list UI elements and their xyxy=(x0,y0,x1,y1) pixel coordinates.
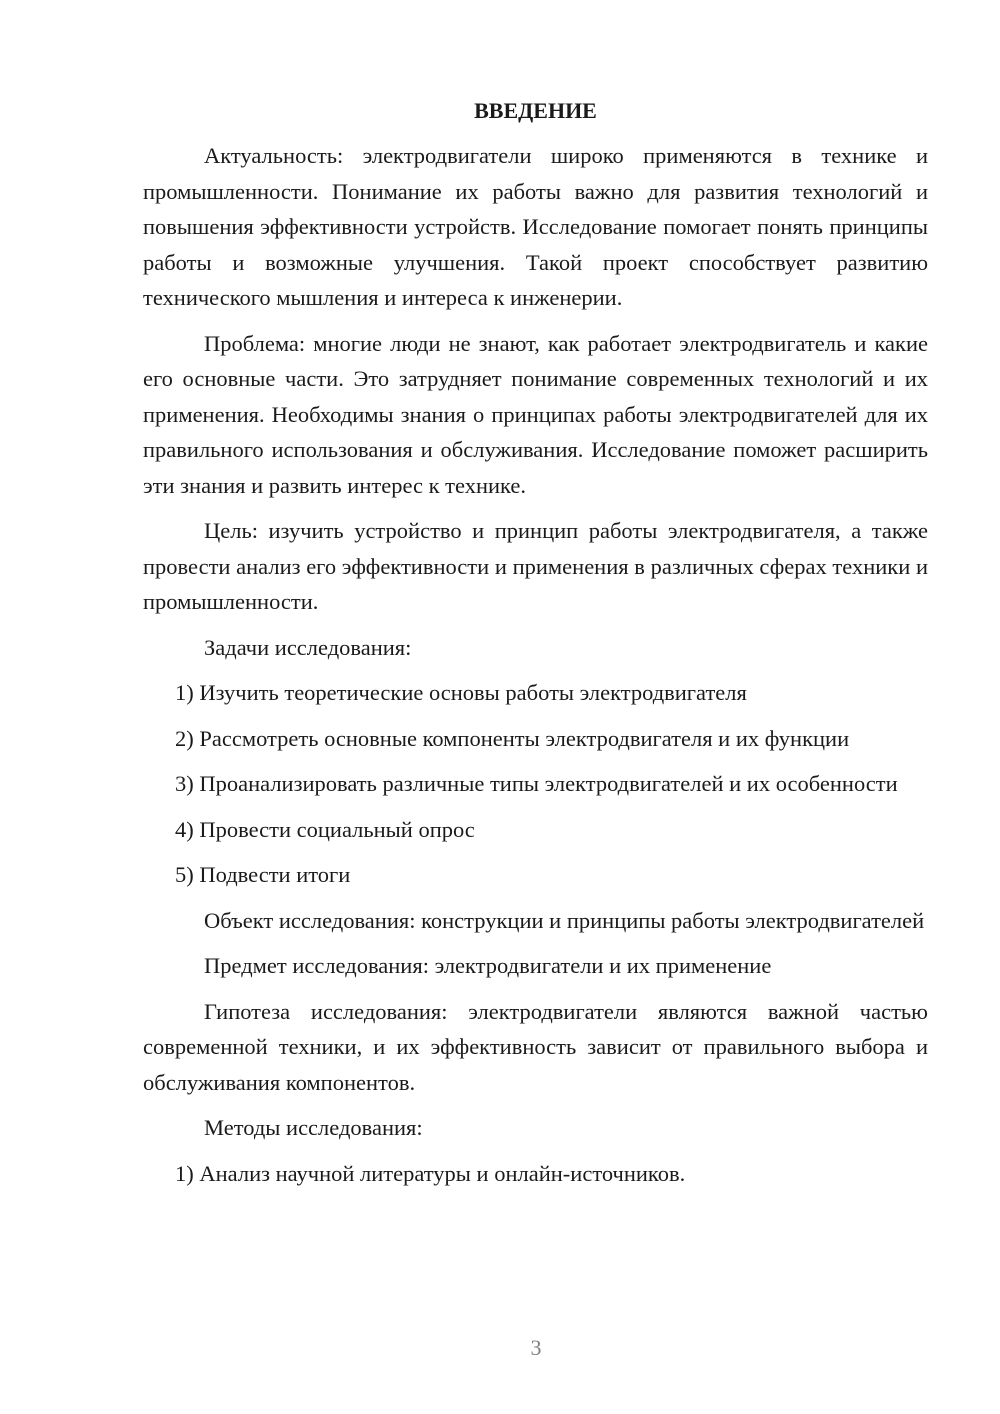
object-paragraph: Объект исследования: конструкции и принципы работы электродвигателей xyxy=(204,907,925,933)
hypothesis-paragraph: Гипотеза исследования: электродвигатели являются важной частью современной техники, и их эффективность зависит от правильного выбора и обслуживания компонентов. xyxy=(143,998,928,1095)
task-item-4: 4) Провести социальный опрос xyxy=(175,816,475,842)
page-number: 3 xyxy=(530,1335,542,1360)
method-item-1: 1) Анализ научной литературы и онлайн-источников. xyxy=(175,1160,686,1186)
relevance-paragraph: Актуальность: электродвигатели широко применяются в технике и промышленности. Понимание их работы важно для развития технологий и повышения эффективности устройств. Исследование помогает понять принципы работы и возможные улучшения. Такой проект способствует развитию технического мышления и интереса к инженерии. xyxy=(143,143,928,310)
section-title: ВВЕДЕНИЕ xyxy=(474,98,597,123)
problem-paragraph: Проблема: многие люди не знают, как работает электродвигатель и какие его основные части. Это затрудняет понимание современных технологий и их применения. Необходимы знания о принципах работы электродвигателей для их правильного использования и обслуживания. Исследование поможет расширить эти знания и развить интерес к технике. xyxy=(143,330,928,498)
task-item-3: 3) Проанализировать различные типы электродвигателей и их особенности xyxy=(175,771,898,796)
goal-paragraph: Цель: изучить устройство и принцип работы электродвигателя, а также провести анализ его эффективности и применения в различных сферах техники и промышленности. xyxy=(143,518,928,614)
methods-heading: Методы исследования: xyxy=(204,1115,423,1140)
task-item-2: 2) Рассмотреть основные компоненты электродвигателя и их функции xyxy=(175,725,850,751)
task-item-1: 1) Изучить теоретические основы работы электродвигателя xyxy=(175,680,747,705)
tasks-heading: Задачи исследования: xyxy=(204,634,412,660)
page-content xyxy=(143,94,928,1201)
task-item-5: 5) Подвести итоги xyxy=(175,862,351,887)
subject-paragraph: Предмет исследования: электродвигатели и их применение xyxy=(204,953,772,978)
